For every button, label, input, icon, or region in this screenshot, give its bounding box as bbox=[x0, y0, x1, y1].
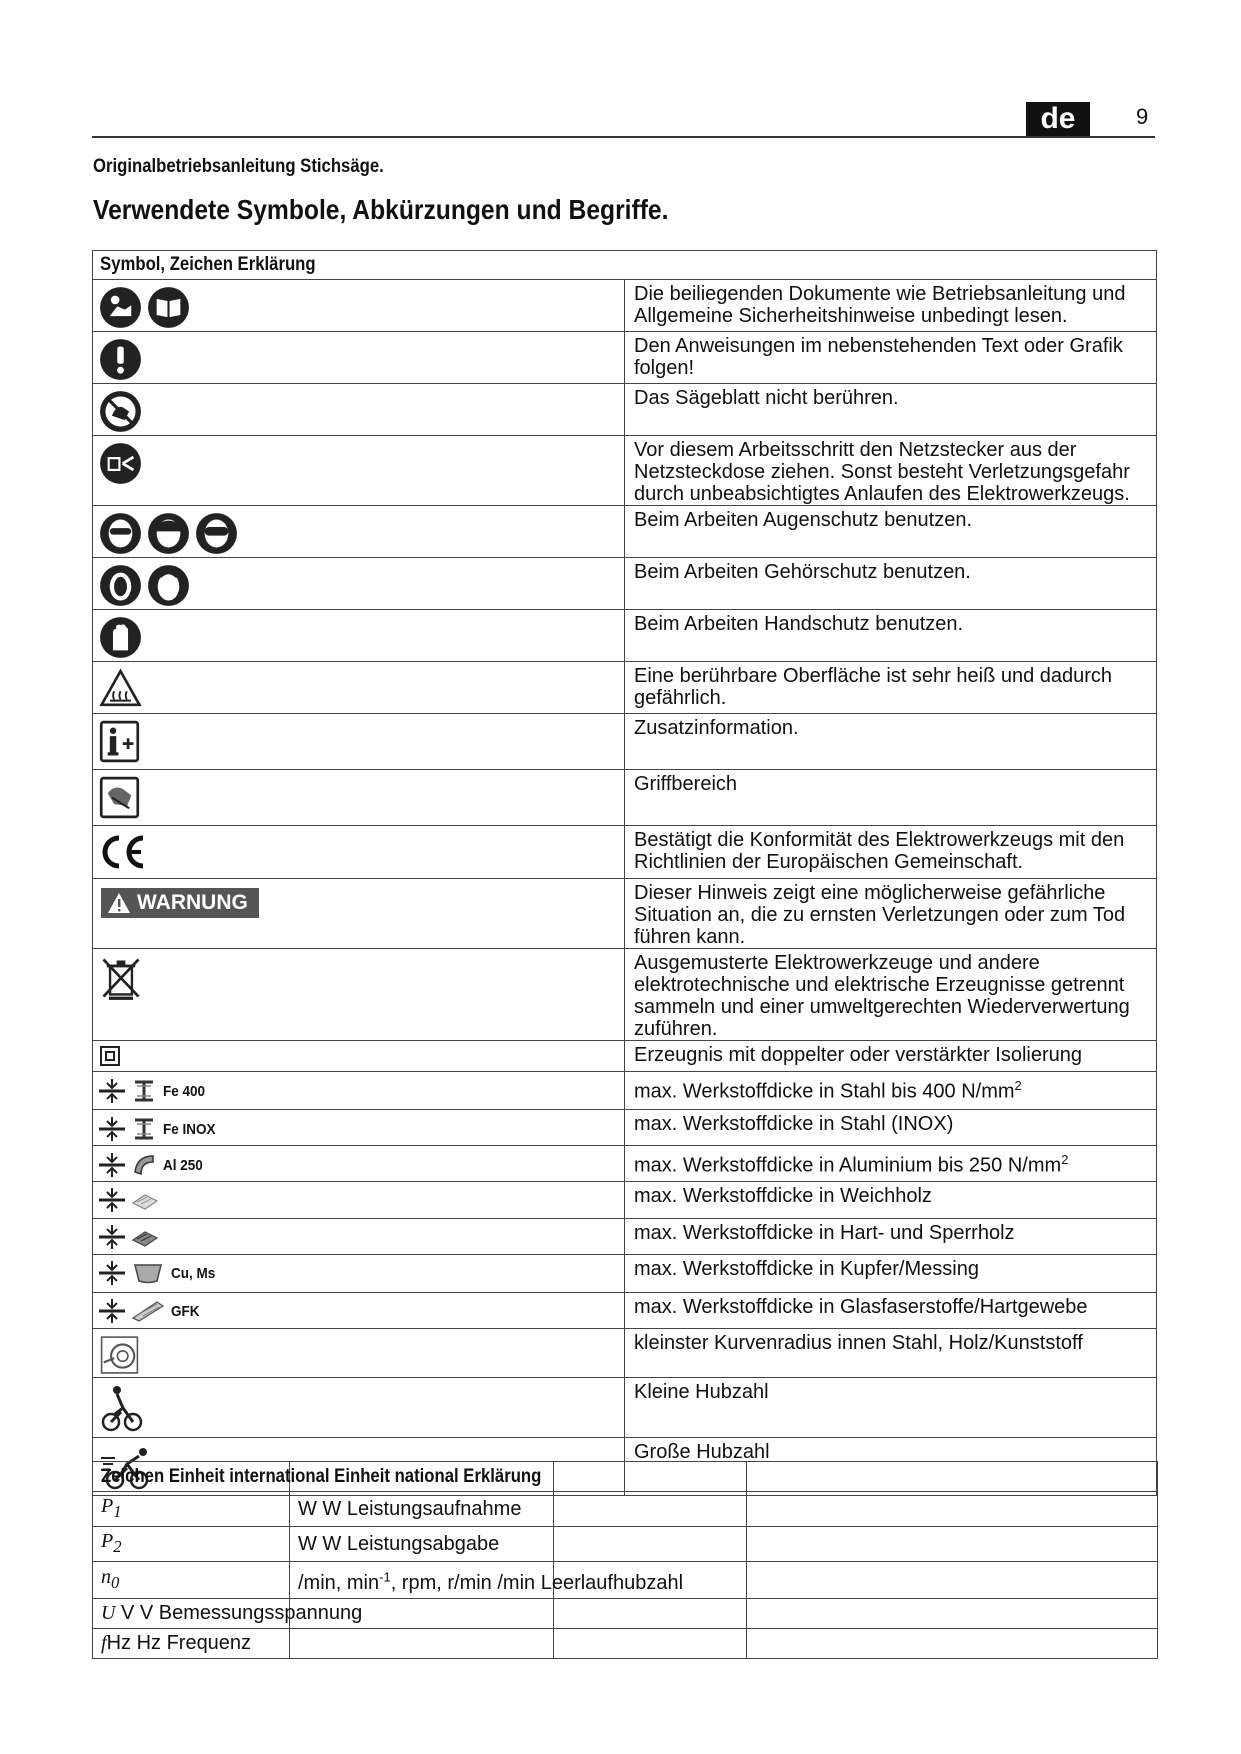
row-text: max. Werkstoffdicke in Stahl bis 400 $N/mm^2$ bbox=[625, 1072, 1157, 1110]
warning-triangle-icon bbox=[107, 892, 131, 914]
material-label: Al 250 bbox=[163, 1156, 203, 1174]
unit-description: W W Leistungsaufnahme bbox=[298, 1497, 522, 1520]
thickness-icon bbox=[99, 1261, 125, 1285]
table-row bbox=[93, 1255, 1157, 1293]
row-text: Dieser Hinweis zeigt eine möglicherweise gefährliche Situation an, die zu ernsten Verletzungen oder zum Tod führen kann. bbox=[625, 879, 1157, 949]
fiberglass-icon bbox=[131, 1300, 165, 1322]
table-row bbox=[93, 506, 1157, 558]
table-row: $n_0$ /min, $\min^{-1}$, rpm, r/min /min Leerlaufhubzahl bbox=[93, 1562, 1158, 1599]
table-row: $P_1$ W W Leistungsaufnahme bbox=[93, 1492, 1158, 1527]
unit-symbol: f bbox=[101, 1631, 107, 1654]
hearing-protection-icon bbox=[147, 564, 190, 607]
material-label: Fe INOX bbox=[163, 1120, 216, 1138]
row-text: Beim Arbeiten Gehörschutz benutzen. bbox=[625, 558, 1157, 610]
table-row bbox=[93, 384, 1157, 436]
row-text: max. Werkstoffdicke in Hart- und Sperrholz bbox=[625, 1219, 1157, 1255]
hand-protection-icon bbox=[99, 616, 142, 659]
row-text: Eine berührbare Oberfläche ist sehr heiß und dadurch gefährlich. bbox=[625, 662, 1157, 714]
hardwood-icon bbox=[131, 1226, 159, 1248]
table-row bbox=[93, 1378, 1157, 1438]
thickness-icon bbox=[99, 1299, 125, 1323]
thickness-icon bbox=[99, 1225, 125, 1249]
warning-badge-label: WARNUNG bbox=[137, 891, 248, 914]
table-row bbox=[93, 826, 1157, 879]
material-label: Cu, Ms bbox=[171, 1264, 216, 1282]
unit-symbol: P bbox=[101, 1530, 114, 1552]
goggles-icon bbox=[195, 512, 238, 555]
unit-description: Hz Hz Frequenz bbox=[106, 1631, 252, 1654]
symbols-table-header bbox=[93, 251, 1157, 280]
table-row bbox=[93, 1219, 1157, 1255]
ce-mark-icon bbox=[99, 832, 149, 872]
row-text: kleinster Kurvenradius innen Stahl, Holz/Kunststoff bbox=[625, 1329, 1157, 1378]
material-label: GFK bbox=[171, 1302, 200, 1320]
grip-area-icon bbox=[99, 776, 140, 819]
row-text: max. Werkstoffdicke in Kupfer/Messing bbox=[625, 1255, 1157, 1293]
symbols-table bbox=[92, 250, 1157, 1496]
table-row bbox=[93, 949, 1157, 1041]
document-subtitle: Originalbetriebsanleitung Stichsäge. bbox=[93, 156, 384, 177]
ear-muffs-icon bbox=[99, 564, 142, 607]
row-text: max. Werkstoffdicke in Stahl (INOX) bbox=[625, 1110, 1157, 1146]
table-row bbox=[93, 1182, 1157, 1219]
table-row bbox=[93, 610, 1157, 662]
thickness-icon bbox=[99, 1117, 125, 1141]
table-row bbox=[93, 1598, 1158, 1628]
header-rule bbox=[92, 136, 1155, 138]
table-row bbox=[93, 662, 1157, 714]
row-text: Erzeugnis mit doppelter oder verstärkter Isolierung bbox=[625, 1041, 1157, 1072]
unit-description: V V Bemessungsspannung bbox=[121, 1601, 363, 1624]
no-touch-blade-icon bbox=[99, 390, 142, 433]
row-text: max. Werkstoffdicke in Glasfaserstoffe/Hartgewebe bbox=[625, 1293, 1157, 1329]
row-text: Das Sägeblatt nicht berühren. bbox=[625, 384, 1157, 436]
units-table-header bbox=[93, 1462, 1158, 1492]
double-insulation-icon bbox=[99, 1045, 121, 1067]
row-text: Griffbereich bbox=[625, 770, 1157, 826]
row-text: Große Hubzahl bbox=[625, 1438, 1157, 1496]
table-row bbox=[93, 1146, 1157, 1182]
row-text: Beim Arbeiten Handschutz benutzen. bbox=[625, 610, 1157, 662]
table-row bbox=[93, 436, 1157, 506]
unplug-icon bbox=[99, 442, 142, 485]
unit-symbol: P bbox=[101, 1495, 114, 1517]
steel-beam-icon bbox=[131, 1078, 157, 1104]
slow-cyclist-icon bbox=[99, 1384, 145, 1434]
unit-symbol: n bbox=[101, 1565, 111, 1588]
thickness-icon bbox=[99, 1079, 125, 1103]
units-header-text: Zeichen Einheit international Einheit national Erklärung bbox=[101, 1466, 542, 1487]
read-manual-icon bbox=[99, 286, 142, 329]
warning-badge bbox=[101, 888, 259, 918]
row-text: Kleine Hubzahl bbox=[625, 1378, 1157, 1438]
row-text: Zusatzinformation. bbox=[625, 714, 1157, 770]
section-title: Verwendete Symbole, Abkürzungen und Begriffe. bbox=[93, 194, 669, 225]
unit-description: /min, $\min^{-1}$, rpm, r/min /min Leerlaufhubzahl bbox=[298, 1569, 684, 1594]
table-row bbox=[93, 1329, 1157, 1378]
row-text: Den Anweisungen im nebenstehenden Text oder Grafik folgen! bbox=[625, 332, 1157, 384]
symbols-header-text: Symbol, Zeichen Erklärung bbox=[100, 254, 316, 275]
table-row: $P_2$ W W Leistungsabgabe bbox=[93, 1527, 1158, 1562]
table-row bbox=[93, 1293, 1157, 1329]
aluminium-icon bbox=[131, 1152, 157, 1178]
row-text: Ausgemusterte Elektrowerkzeuge und andere elektrotechnische und elektrische Erzeugnisse getrennt sammeln und einer umweltgerechten Wiederverwertung zuführen. bbox=[625, 949, 1157, 1041]
info-icon bbox=[99, 720, 140, 763]
table-row bbox=[93, 1628, 1158, 1658]
row-text: max. Werkstoffdicke in Weichholz bbox=[625, 1182, 1157, 1219]
row-text: Die beiliegenden Dokumente wie Betriebsanleitung und Allgemeine Sicherheitshinweise unbedingt lesen. bbox=[625, 280, 1157, 332]
steel-beam-icon bbox=[131, 1116, 157, 1142]
unit-symbol: U bbox=[101, 1601, 116, 1624]
table-row bbox=[93, 879, 1157, 949]
row-text: Vor diesem Arbeitsschritt den Netzstecker aus der Netzsteckdose ziehen. Sonst besteht Verletzungsgefahr durch unbeabsichtigtes Anlaufen des Elektrowerkzeugs. bbox=[625, 436, 1157, 506]
table-row bbox=[93, 1110, 1157, 1146]
hot-surface-icon bbox=[99, 668, 142, 708]
weee-bin-icon bbox=[99, 955, 143, 1001]
manual-book-icon bbox=[147, 286, 190, 329]
language-badge: de bbox=[1026, 102, 1090, 136]
page-number: 9 bbox=[1136, 104, 1149, 129]
unit-description: W W Leistungsabgabe bbox=[298, 1532, 500, 1555]
units-table bbox=[92, 1461, 1158, 1659]
mandatory-action-icon bbox=[99, 338, 142, 381]
table-row bbox=[93, 1072, 1157, 1110]
table-row bbox=[93, 332, 1157, 384]
softwood-icon bbox=[131, 1189, 159, 1211]
face-shield-icon bbox=[147, 512, 190, 555]
table-row bbox=[93, 1041, 1157, 1072]
table-row bbox=[93, 770, 1157, 826]
thickness-icon bbox=[99, 1188, 125, 1212]
table-row bbox=[93, 558, 1157, 610]
thickness-icon bbox=[99, 1153, 125, 1177]
row-text: Beim Arbeiten Augenschutz benutzen. bbox=[625, 506, 1157, 558]
table-row bbox=[93, 280, 1157, 332]
eye-protection-icon bbox=[99, 512, 142, 555]
material-label: Fe 400 bbox=[163, 1082, 206, 1100]
curve-radius-icon bbox=[99, 1335, 140, 1375]
table-row bbox=[93, 714, 1157, 770]
row-text: Bestätigt die Konformität des Elektrowerkzeugs mit den Richtlinien der Europäischen Gemeinschaft. bbox=[625, 826, 1157, 879]
copper-icon bbox=[131, 1261, 165, 1285]
row-text: max. Werkstoffdicke in Aluminium bis 250 $N/mm^2$ bbox=[625, 1146, 1157, 1182]
